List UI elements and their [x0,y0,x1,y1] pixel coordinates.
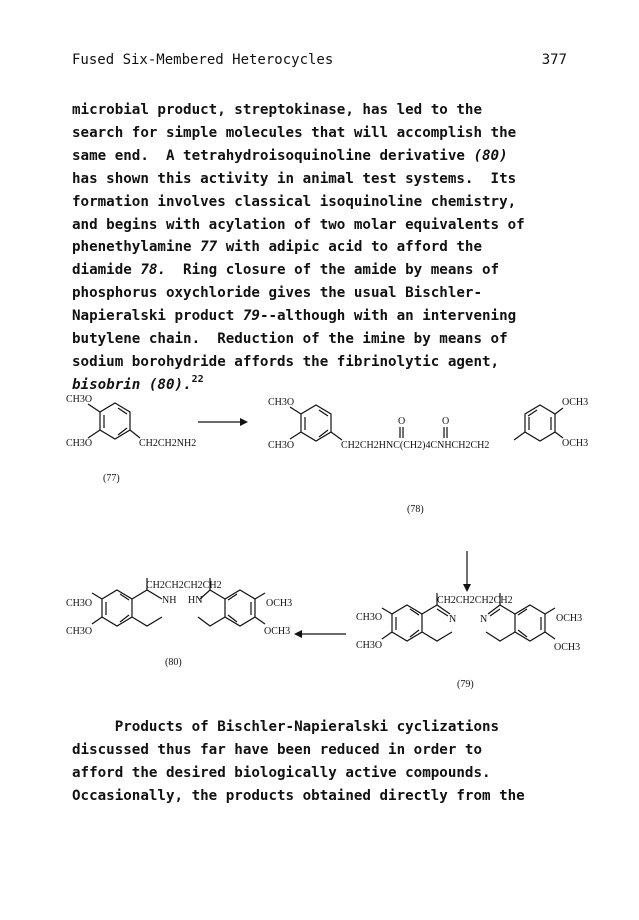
compound-ref: 78. [140,262,166,279]
methoxy-label: OCH3 [556,613,583,624]
text-line: phenethylamine 77 with adipic acid to afford the [72,239,483,256]
nh-label: NH [162,595,177,606]
methoxy-label: CH3O [356,612,383,623]
methoxy-label: CH3O [66,626,93,637]
nh-label: HN [188,595,203,606]
methoxy-label: OCH3 [554,642,581,653]
methoxy-label: OCH3 [562,438,589,449]
carbonyl-o: O [398,416,406,427]
compound-ref: (80) [473,147,508,164]
compound-label-78: (78) [407,504,424,515]
header-title: Fused Six-Membered Heterocycles [72,52,334,68]
text-line: microbial product, streptokinase, has led to the [72,102,482,118]
methoxy-label: CH3O [66,598,93,609]
text-line: afford the desired biologically active compounds. [72,764,491,781]
page-number: 377 [541,52,567,68]
compound-ref: 79 [242,308,260,325]
text-line: has shown this activity in animal test systems. Its [72,170,517,187]
carbonyl-o: O [442,416,450,427]
reaction-arrow-down [463,551,471,592]
methoxy-label: CH3O [66,438,93,449]
reaction-arrow [198,418,248,426]
structure-78 [268,397,588,515]
text-line: diamide 78. Ring closure of the amide by means of [72,262,500,279]
reaction-arrow-left [294,630,346,638]
n-label: N [480,614,488,625]
text-line: formation involves classical isoquinoline chemistry, [72,193,517,210]
text-line: same end. A tetrahydroisoquinoline derivative (80) [72,147,508,164]
text-line: and begins with acylation of two molar equivalents of [72,216,525,233]
text-line: Napieralski product 79--although with an intervening [72,308,517,325]
bridge-label: CH2CH2CH2CH2 [146,580,222,591]
structure-80 [66,578,292,668]
methoxy-label: CH3O [66,394,93,405]
chain-label: CH2CH2HNC(CH2)4CNHCH2CH2 [341,440,490,451]
methoxy-label: CH3O [268,440,295,451]
structure-77 [66,394,196,484]
text-line: discussed thus far have been reduced in order to [72,741,482,758]
text-line: Products of Bischler-Napieralski cyclizations [72,719,500,735]
methoxy-label: CH3O [356,640,383,651]
drug-name: bisobrin (80). [72,376,192,393]
text-line: Occasionally, the products obtained directly from the [72,787,525,804]
text-line: search for simple molecules that will accomplish the [72,124,517,141]
n-label: N [449,614,457,625]
compound-ref: 77 [200,239,218,256]
text-line: butylene chain. Reduction of the imine by means of [72,331,508,348]
compound-label-79: (79) [457,679,474,690]
paragraph-2 [72,716,572,808]
text-line: sodium borohydride affords the fibrinolytic agent, [72,353,500,370]
reaction-scheme [0,378,639,698]
running-header [72,52,567,68]
text-line: phosphorus oxychloride gives the usual Bischler- [72,285,482,302]
paragraph-1 [72,99,572,397]
structure-79 [356,593,582,690]
compound-label-80: (80) [165,657,182,668]
bridge-label: CH2CH2CH2CH2 [437,595,513,606]
chain-label: CH2CH2NH2 [139,438,197,449]
methoxy-label: OCH3 [264,626,291,637]
methoxy-label: CH3O [268,397,295,408]
compound-label-77: (77) [103,473,120,484]
footnote-ref: 22 [191,373,204,385]
methoxy-label: OCH3 [266,598,293,609]
methoxy-label: OCH3 [562,397,589,408]
